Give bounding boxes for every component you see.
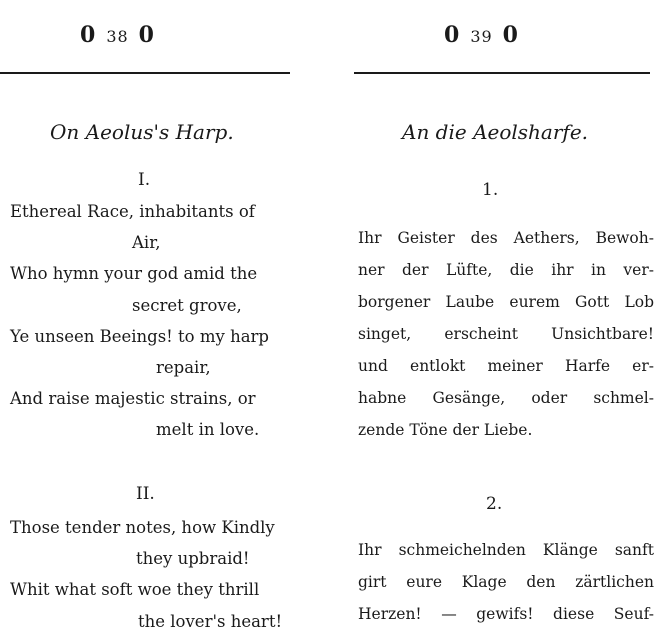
prose-line: girt eure Klage den zärtlichen bbox=[358, 573, 654, 591]
right-page bbox=[340, 0, 658, 640]
page-number: 39 bbox=[470, 27, 493, 46]
header-rule bbox=[354, 72, 650, 74]
prose-line: borgener Laube eurem Gott Lob bbox=[358, 293, 654, 311]
prose-line: Herzen! — gewifs! diese Seuf- bbox=[358, 605, 654, 623]
page-header bbox=[80, 22, 155, 48]
prose-line: Ihr Geister des Aethers, Bewoh- bbox=[358, 229, 654, 247]
verse-line: they upbraid! bbox=[136, 549, 250, 569]
prose-line: habne Gesänge, oder schmel- bbox=[358, 389, 654, 407]
prose-line: Ihr schmeichelnden Klänge sanft bbox=[358, 541, 654, 559]
section-2 bbox=[358, 534, 654, 630]
ornament-right: 0 bbox=[138, 22, 155, 48]
verse-line: repair, bbox=[156, 358, 211, 378]
verse-line: Those tender notes, how Kindly bbox=[10, 518, 275, 537]
verse-line: the lover's heart! bbox=[138, 611, 283, 631]
header-rule bbox=[0, 72, 290, 74]
prose-line: ner der Lüfte, die ihr in ver- bbox=[358, 261, 654, 279]
verse-line: melt in love. bbox=[156, 420, 260, 440]
section-number: 2. bbox=[486, 494, 503, 514]
verse-line: secret grove, bbox=[132, 295, 242, 315]
stanza-number: I. bbox=[138, 170, 151, 190]
poem-title: An die Aeolsharfe. bbox=[402, 120, 589, 144]
ornament-left: 0 bbox=[80, 22, 97, 48]
section-1 bbox=[358, 222, 654, 446]
verse-line: Ethereal Race, inhabitants of bbox=[10, 202, 255, 221]
prose-line: und entlokt meiner Harfe er- bbox=[358, 357, 654, 375]
verse-line: Ye unseen Beeings! to my harp bbox=[10, 326, 269, 346]
section-number: 1. bbox=[482, 180, 499, 200]
stanza-2 bbox=[10, 512, 310, 637]
stanza-1 bbox=[10, 196, 310, 446]
verse-line: Who hymn your god amid the bbox=[10, 264, 258, 284]
verse-line: Air, bbox=[132, 233, 161, 253]
verse-line: And raise majestic strains, or bbox=[10, 389, 256, 409]
stanza-number: II. bbox=[136, 484, 155, 504]
page-number: 38 bbox=[106, 27, 129, 46]
verse-line: Whit what soft woe they thrill bbox=[10, 580, 260, 600]
left-page bbox=[0, 0, 320, 640]
poem-title: On Aeolus's Harp. bbox=[50, 120, 234, 144]
ornament-right: 0 bbox=[502, 22, 519, 48]
prose-line: zende Töne der Liebe. bbox=[358, 421, 533, 439]
ornament-left: 0 bbox=[444, 22, 461, 48]
page-header bbox=[444, 22, 519, 48]
prose-line: singet, erscheint Unsichtbare! bbox=[358, 325, 654, 343]
